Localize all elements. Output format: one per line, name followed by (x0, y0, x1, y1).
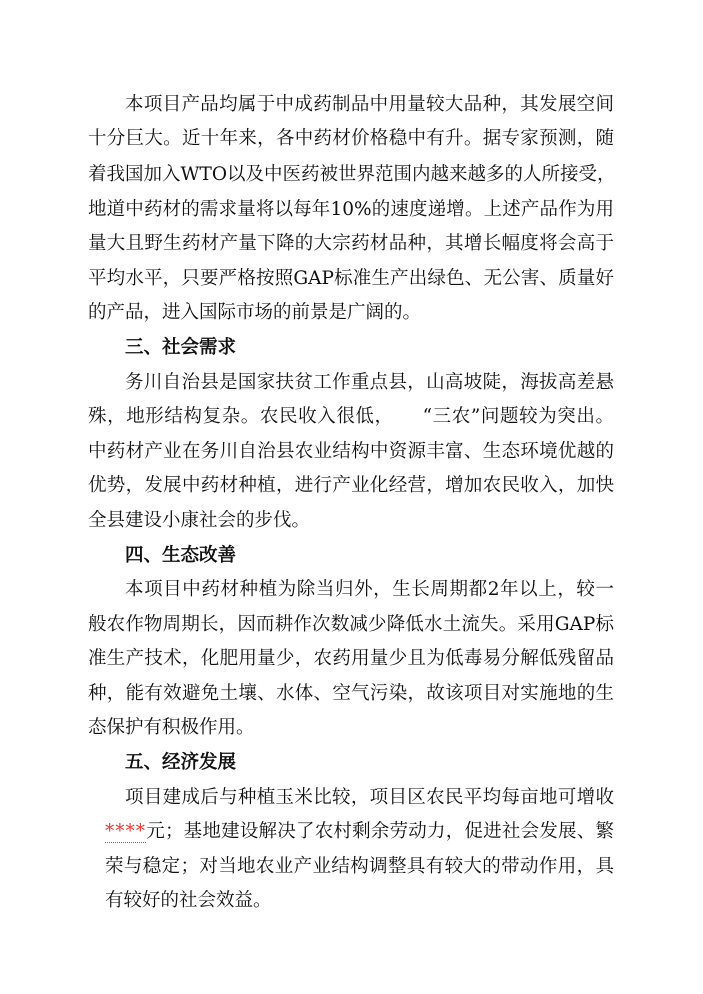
social-line-2: 殊，地形结构复杂。农民收入很低， “三农”问题较为突出。 (88, 406, 614, 427)
section-heading-social: 三、社会需求 (125, 337, 237, 358)
economy-line-4: 有较好的社会效益。 (105, 890, 272, 911)
ecology-line-1: 本项目中药材种植为除当归外，生长周期都2年以上，较一 (125, 579, 614, 600)
market-line-5: 量大且野生药材产量下降的大宗药材品种，其增长幅度将会高于 (88, 233, 614, 254)
market-line-4: 地道中药材的需求量将以每年10%的速度递增。上述产品作为用 (88, 199, 614, 220)
market-line-3: 着我国加入WTO以及中医药被世界范围内越来越多的人所接受， (88, 164, 616, 185)
redacted-amount: **** (105, 821, 146, 842)
market-line-6: 平均水平，只要严格按照GAP标准生产出绿色、无公害、质量好 (88, 268, 614, 289)
section-heading-economy: 五、经济发展 (125, 752, 237, 773)
economy-line-2-text: 元；基地建设解决了农村剩余劳动力，促进社会发展、繁 (146, 821, 614, 842)
ecology-line-2: 般农作物周期长，因而耕作次数减少降低水土流失。采用GAP标 (88, 614, 614, 635)
social-line-1: 务川自治县是国家扶贫工作重点县，山高坡陡，海拔高差悬 (125, 372, 614, 393)
section-heading-ecology: 四、生态改善 (125, 545, 237, 566)
economy-line-1: 项目建成后与种植玉米比较，项目区农民平均每亩地可增收 (125, 787, 614, 808)
economy-line-3: 荣与稳定；对当地农业产业结构调整具有较大的带动作用，具 (105, 856, 614, 877)
ecology-line-3: 准生产技术，化肥用量少，农药用量少且为低毒易分解低残留品 (88, 648, 614, 669)
social-line-3: 中药材产业在务川自治县农业结构中资源丰富、生态环境优越的 (88, 441, 614, 462)
market-line-1: 本项目产品均属于中成药制品中用量较大品种，其发展空间 (125, 94, 614, 115)
economy-line-2 (105, 815, 614, 849)
social-line-5: 全县建设小康社会的步伐。 (88, 510, 311, 531)
ecology-line-5: 态保护有积极作用。 (88, 717, 255, 738)
market-line-7: 的产品，进入国际市场的前景是广阔的。 (88, 302, 422, 323)
market-line-2: 十分巨大。近十年来，各中药材价格稳中有升。据专家预测，随 (88, 128, 614, 149)
social-line-4: 优势，发展中药材种植，进行产业化经营，增加农民收入，加快 (88, 475, 614, 496)
ecology-line-4: 种，能有效避免土壤、水体、空气污染，故该项目对实施地的生 (88, 683, 614, 704)
